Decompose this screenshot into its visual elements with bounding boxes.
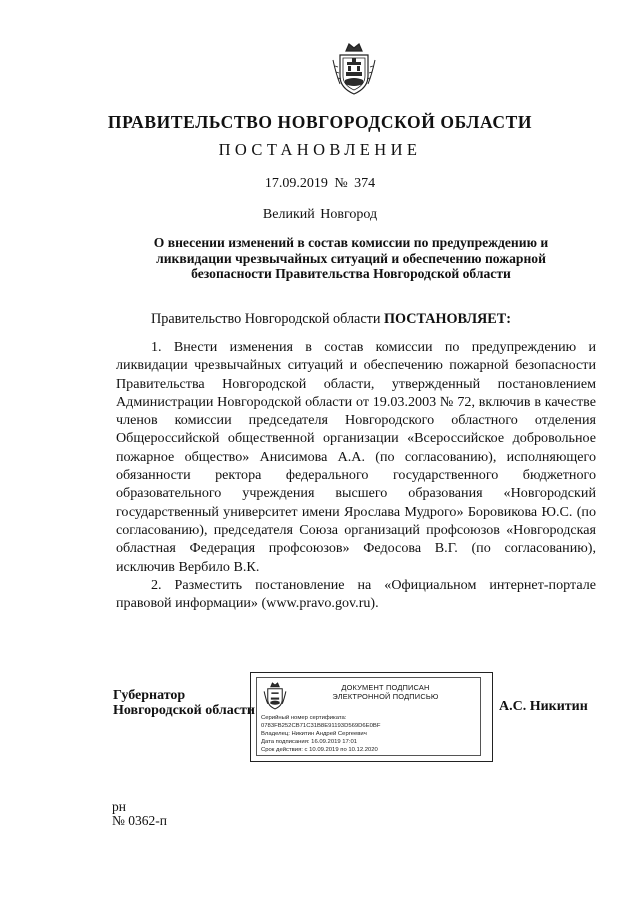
preamble [151,311,511,328]
stamp-heading [293,683,478,701]
document-date-number: 17.09.2019 № 374 [264,176,376,191]
coat-of-arms-icon [331,40,377,98]
stamp-signed-date: Дата подписания: 16.09.2019 17:01 [261,739,358,745]
footer-code: № 0362-п [112,813,167,828]
paragraph: 2. Разместить постановление на «Официальном интернет-портале правовой информации» (www.pravo.gov.ru). [116,576,596,612]
stamp-heading-line: ДОКУМЕНТ ПОДПИСАН [341,683,430,692]
coat-of-arms-icon [262,681,288,711]
footer-initials: рн [112,799,126,814]
document-city: Великий Новгород [262,207,378,222]
signatory-name: А.С. Никитин [499,699,588,714]
stamp-validity: Срок действия: с 10.09.2019 по 10.12.2020 [261,747,378,753]
document-footer [112,800,167,828]
government-title: ПРАВИТЕЛЬСТВО НОВГОРОДСКОЙ ОБЛАСТИ [107,112,533,132]
stamp-owner: Владелец: Никитин Андрей Сергеевич [261,731,367,737]
signatory-position-line: Губернатор [113,688,186,703]
preamble-text: Правительство Новгородской области [151,311,384,327]
document-subject: О внесении изменений в состав комиссии по предупреждению и ликвидации чрезвычайных ситуаций и обеспечению пожарной безопасности Правительства Новгородской области [153,235,549,281]
document-type: ПОСТАНОВЛЕНИЕ [218,140,422,159]
stamp-certificate-label: Серийный номер сертификата: [261,715,347,721]
signatory-position [113,688,255,718]
document-body [116,338,596,612]
preamble-emphasis: ПОСТАНОВЛЯЕТ: [383,311,511,327]
signatory-position-line: Новгородской области [113,703,255,718]
e-signature-stamp [250,672,493,762]
stamp-certificate-serial: 0783FB252CB71C31B8E91193D569D6E0BF [261,723,381,729]
paragraph: 1. Внести изменения в состав комиссии по предупреждению и ликвидации чрезвычайных ситуаций и обеспечению пожарной безопасности Правительства Новгородской области, утвержденный постановлением Администрации Новгородской области от 19.03.2003 № 72, включив в качестве членов комиссии председателя Новгородского областного отделения Общероссийской общественной организации «Всероссийское добровольное пожарное общество» Анисимова А.А. (по согласованию), исполняющего обязанности ректора федерального государственного бюджетного образовательного учреждения высшего образования «Новгородский государственный университет имени Ярослава Мудрого» Боровикова Ю.С. (по согласованию), председателя Союза организаций профсоюзов «Новгородская областная Федерация профсоюзов» Федосова В.Г. (по согласованию), исключив Вербило В.К. [116,339,596,575]
stamp-frame [256,677,481,756]
stamp-details [261,714,479,754]
stamp-heading-line: ЭЛЕКТРОННОЙ ПОДПИСЬЮ [332,692,439,701]
